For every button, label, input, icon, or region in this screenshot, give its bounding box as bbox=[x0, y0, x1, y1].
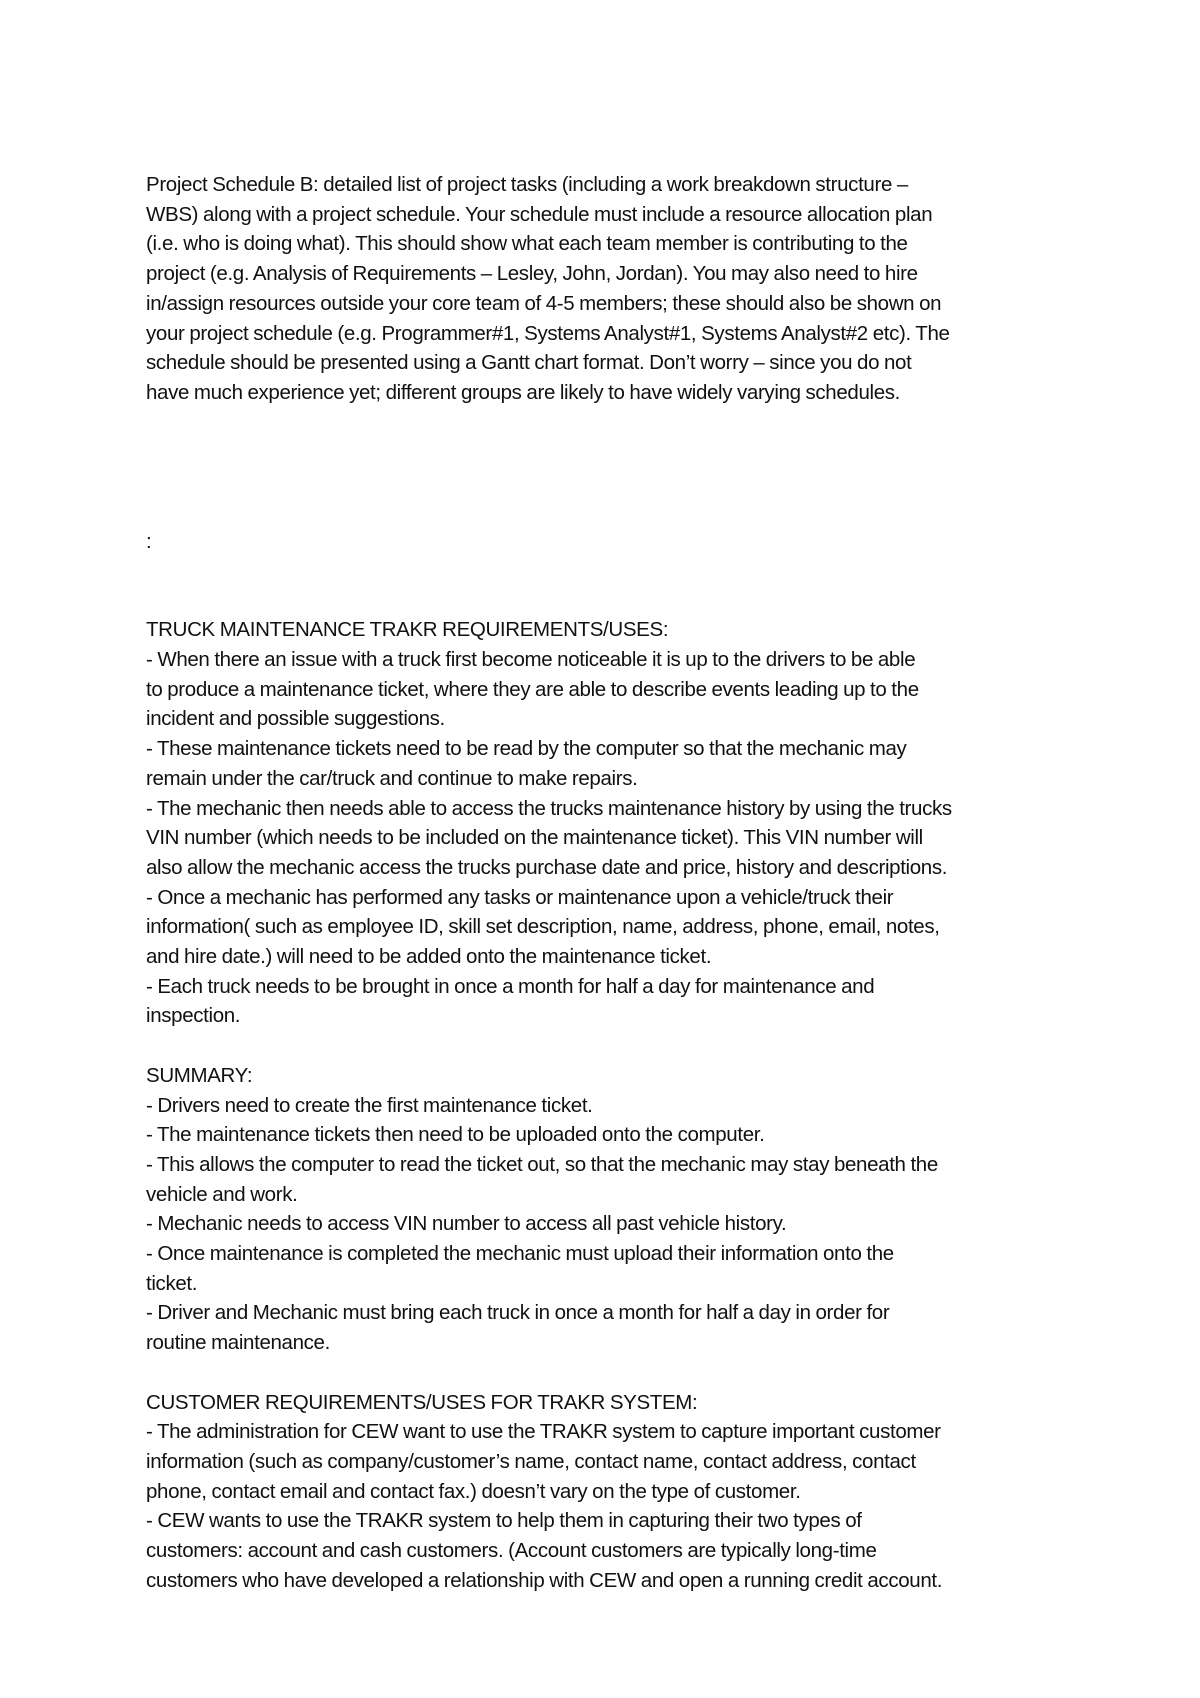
customer-requirements-heading: CUSTOMER REQUIREMENTS/USES FOR TRAKR SYSTEM: bbox=[146, 1390, 698, 1414]
summary-line: ticket. bbox=[146, 1271, 198, 1295]
separator-colon: : bbox=[146, 529, 152, 553]
summary-line: vehicle and work. bbox=[146, 1182, 298, 1206]
summary-line: - Mechanic needs to access VIN number to access all past vehicle history. bbox=[146, 1212, 787, 1236]
intro-line: project (e.g. Analysis of Requirements – Lesley, John, Jordan). You may also need to hire bbox=[146, 262, 918, 286]
customer-requirement-line: information (such as company/customer’s name, contact name, contact address, contact bbox=[146, 1449, 916, 1473]
blank-space bbox=[146, 1031, 1066, 1061]
summary-line: - The maintenance tickets then need to be uploaded onto the computer. bbox=[146, 1123, 765, 1147]
customer-requirement-line: customers who have developed a relationship with CEW and open a running credit account. bbox=[146, 1568, 943, 1592]
blank-space bbox=[146, 556, 1066, 615]
truck-requirement-line: - Each truck needs to be brought in once a month for half a day for maintenance and bbox=[146, 974, 875, 998]
intro-paragraph bbox=[146, 170, 1066, 408]
intro-line: your project schedule (e.g. Programmer#1, Systems Analyst#1, Systems Analyst#2 etc). The bbox=[146, 321, 950, 345]
truck-requirement-line: - Once a mechanic has performed any tasks or maintenance upon a vehicle/truck their bbox=[146, 885, 894, 909]
separator-paragraph bbox=[146, 527, 1066, 557]
customer-requirement-line: - The administration for CEW want to use the TRAKR system to capture important customer bbox=[146, 1420, 941, 1444]
truck-requirements-section bbox=[146, 615, 1066, 1031]
truck-requirement-line: also allow the mechanic access the trucks purchase date and price, history and descriptions. bbox=[146, 855, 948, 879]
truck-requirement-line: VIN number (which needs to be included on the maintenance ticket). This VIN number will bbox=[146, 826, 923, 850]
truck-requirement-line: - The mechanic then needs able to access the trucks maintenance history by using the trucks bbox=[146, 796, 952, 820]
summary-line: routine maintenance. bbox=[146, 1331, 330, 1355]
intro-line: schedule should be presented using a Gantt chart format. Don’t worry – since you do not bbox=[146, 351, 912, 375]
truck-requirements-heading: TRUCK MAINTENANCE TRAKR REQUIREMENTS/USES: bbox=[146, 618, 669, 642]
customer-requirement-line: - CEW wants to use the TRAKR system to help them in capturing their two types of bbox=[146, 1509, 862, 1533]
truck-requirement-line: remain under the car/truck and continue to make repairs. bbox=[146, 766, 638, 790]
summary-heading: SUMMARY: bbox=[146, 1063, 253, 1087]
summary-section bbox=[146, 1061, 1066, 1358]
customer-requirements-section bbox=[146, 1388, 1066, 1596]
document-body bbox=[146, 170, 1066, 1596]
summary-line: - Once maintenance is completed the mechanic must upload their information onto the bbox=[146, 1242, 894, 1266]
blank-space bbox=[146, 1358, 1066, 1388]
truck-requirement-line: - When there an issue with a truck first become noticeable it is up to the drivers to be able bbox=[146, 648, 916, 672]
truck-requirement-line: to produce a maintenance ticket, where they are able to describe events leading up to the bbox=[146, 677, 919, 701]
truck-requirement-line: inspection. bbox=[146, 1004, 241, 1028]
customer-requirement-line: customers: account and cash customers. (Account customers are typically long-time bbox=[146, 1539, 877, 1563]
customer-requirement-line: phone, contact email and contact fax.) doesn’t vary on the type of customer. bbox=[146, 1479, 801, 1503]
truck-requirement-line: incident and possible suggestions. bbox=[146, 707, 445, 731]
truck-requirement-line: - These maintenance tickets need to be read by the computer so that the mechanic may bbox=[146, 737, 907, 761]
blank-space bbox=[146, 408, 1066, 527]
summary-line: - This allows the computer to read the ticket out, so that the mechanic may stay beneath the bbox=[146, 1152, 938, 1176]
intro-line: have much experience yet; different groups are likely to have widely varying schedules. bbox=[146, 380, 900, 404]
intro-line: WBS) along with a project schedule. Your schedule must include a resource allocation plan bbox=[146, 202, 933, 226]
intro-line: Project Schedule B: detailed list of project tasks (including a work breakdown structure – bbox=[146, 173, 908, 196]
truck-requirement-line: information( such as employee ID, skill set description, name, address, phone, email, notes, bbox=[146, 915, 940, 939]
intro-line: (i.e. who is doing what). This should show what each team member is contributing to the bbox=[146, 232, 908, 256]
summary-line: - Drivers need to create the first maintenance ticket. bbox=[146, 1093, 593, 1117]
truck-requirement-line: and hire date.) will need to be added onto the maintenance ticket. bbox=[146, 945, 712, 969]
intro-line: in/assign resources outside your core team of 4-5 members; these should also be shown on bbox=[146, 291, 942, 315]
summary-line: - Driver and Mechanic must bring each truck in once a month for half a day in order for bbox=[146, 1301, 890, 1325]
